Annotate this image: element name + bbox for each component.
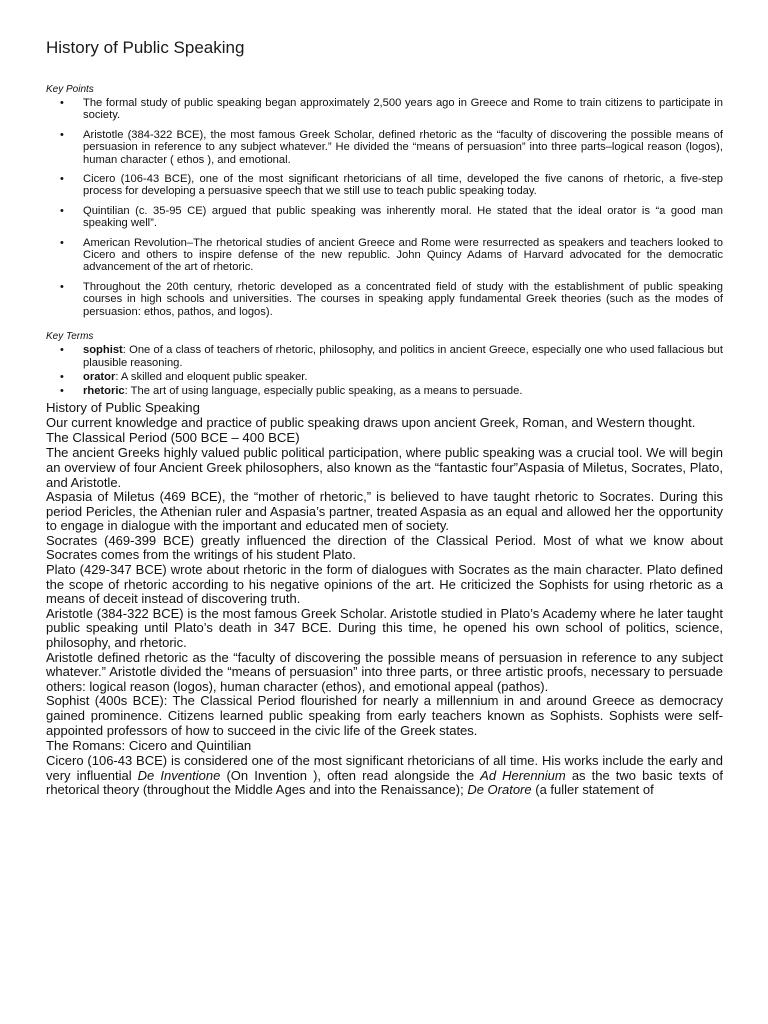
key-term-item [46, 385, 723, 397]
bullet-icon: • [60, 204, 64, 217]
bullet-icon: • [60, 344, 64, 357]
key-term-definition: : The art of using language, especially public speaking, as a means to persuade. [124, 385, 523, 398]
list-item [46, 97, 723, 122]
list-item-text: Cicero (106-43 BCE), one of the most significant rhetoricians of all time, developed the five canons of rhetoric, a five-step process for developing a persuasive speech that we still use to teach public speaking today. [83, 173, 723, 198]
key-term-definition: : A skilled and eloquent public speaker. [115, 370, 308, 383]
key-term: sophist [83, 344, 123, 357]
bullet-icon: • [60, 370, 64, 383]
key-term-item [46, 371, 723, 383]
cicero-text: (a fuller statement of [531, 782, 654, 798]
cicero-paragraph [46, 754, 723, 798]
socrates-paragraph: Socrates (469-399 BCE) greatly influenced the direction of the Classical Period. Most of what we know about Socrates comes from the writings of his student Plato. [46, 532, 723, 563]
plato-paragraph: Plato (429-347 BCE) wrote about rhetoric in the form of dialogues with Socrates as the main character. Plato defined the scope of rhetoric according to his negative opinions of the art. He criticized the Sophists for using rhetoric as a means of deceit instead of discovering truth. [46, 562, 723, 607]
aristotle-paragraph: Aristotle (384-322 BCE) is the most famous Greek Scholar. Aristotle studied in Plato’s Academy where he later taught public speaking until Plato’s death in 347 BCE. During this time, he opened his own school of politics, science, philosophy, and rhetoric. [46, 605, 723, 651]
key-term: orator [83, 370, 116, 383]
bullet-icon: • [60, 173, 64, 186]
cicero-text: as the two basic texts of rhetorical theory (throughout the Middle Ages and into the Renaissance); [46, 767, 723, 798]
page-title: History of Public Speaking [46, 38, 245, 57]
ad-herennium-title: Ad Herennium [480, 767, 566, 783]
cicero-text: Cicero (106-43 BCE) is considered one of the most significant rhetoricians of all time. His works include the early and very influential [46, 753, 723, 783]
bullet-icon: • [60, 385, 64, 398]
list-item [46, 205, 723, 230]
cicero-text: (On Invention ), often read alongside the [220, 767, 481, 783]
list-item-text: Quintilian (c. 35-95 CE) argued that public speaking was inherently moral. He stated that the ideal orator is “a good man speaking well”. [83, 204, 723, 230]
list-item [46, 281, 723, 318]
romans-heading: The Romans: Cicero and Quintilian [46, 738, 252, 754]
history-heading: History of Public Speaking [46, 399, 200, 415]
key-points-label: Key Points [46, 84, 94, 95]
aristotle-rhetoric-paragraph: Aristotle defined rhetoric as the “faculty of discovering the possible means of persuasion in reference to any subject whatever.” Aristotle divided the “means of persuasion” into three parts, or three artistic proofs, necessary to persuade others: logical reason (logos), human character (ethos), and emotional appeal (pathos). [46, 649, 723, 694]
bullet-icon: • [60, 128, 64, 141]
key-term: rhetoric [83, 385, 125, 398]
current-knowledge-paragraph: Our current knowledge and practice of public speaking draws upon ancient Greek, Roman, and Western thought. [46, 414, 696, 430]
key-points-list [46, 97, 723, 318]
aspasia-paragraph: Aspasia of Miletus (469 BCE), the “mother of rhetoric,” is believed to have taught rhetoric to Socrates. During this period Pericles, the Athenian ruler and Aspasia’s partner, treated Aspasia as an equal and allowed her the opportunity to engage in dialogue with the important and educated men of society. [46, 489, 723, 534]
de-inventione-title: De Inventione [137, 767, 221, 783]
list-item-text: Throughout the 20th century, rhetoric developed as a concentrated field of study with the establishment of public speaking courses in high schools and universities. The courses in speaking apply fundamental Greek theories (such as the modes of persuasion: ethos, pathos, and logos). [83, 280, 723, 318]
list-item-text: American Revolution–The rhetorical studies of ancient Greece and Rome were resurrected as speakers and teachers looked to Cicero and others to inspire defense of the new republic. John Quincy Adams of Harvard advocated for the democratic advancement of the art of rhetoric. [83, 236, 723, 274]
bullet-icon: • [60, 97, 64, 109]
key-term-definition: : One of a class of teachers of rhetoric, philosophy, and politics in ancient Greece, especially one who used fallacious but plausible reasoning. [83, 344, 723, 369]
bullet-icon: • [60, 236, 64, 249]
greeks-paragraph: The ancient Greeks highly valued public political participation, where public speaking was a crucial tool. We will begin an overview of four Ancient Greek philosophers, also known as the “fantastic four”Aspasia of Miletus, Socrates, Plato, and Aristotle. [46, 445, 723, 490]
list-item-text: The formal study of public speaking began approximately 2,500 years ago in Greece and Rome to train citizens to participate in society. [83, 97, 723, 122]
key-terms-label: Key Terms [46, 331, 94, 343]
de-oratore-title: De Oratore [467, 782, 532, 798]
key-term-item [46, 344, 723, 369]
list-item [46, 237, 723, 274]
list-item [46, 173, 723, 198]
list-item-text: Aristotle (384-322 BCE), the most famous Greek Scholar, defined rhetoric as the “faculty of discovering the possible means of persuasion in reference to any subject whatever.” He divided the “means of persuasion” into three parts–logical reason (logos), human character ( ethos ), and emotional. [83, 128, 723, 166]
classical-period-heading: The Classical Period (500 BCE – 400 BCE) [46, 430, 300, 446]
key-terms-list [46, 344, 723, 398]
bullet-icon: • [60, 280, 64, 293]
list-item [46, 129, 723, 166]
sophist-paragraph: Sophist (400s BCE): The Classical Period flourished for nearly a millennium in and around Greece as democracy gained prominence. Citizens learned public speaking from early teachers known as Sophists. Sophists were self-appointed professors of how to succeed in the civic life of the Greek states. [46, 693, 723, 738]
